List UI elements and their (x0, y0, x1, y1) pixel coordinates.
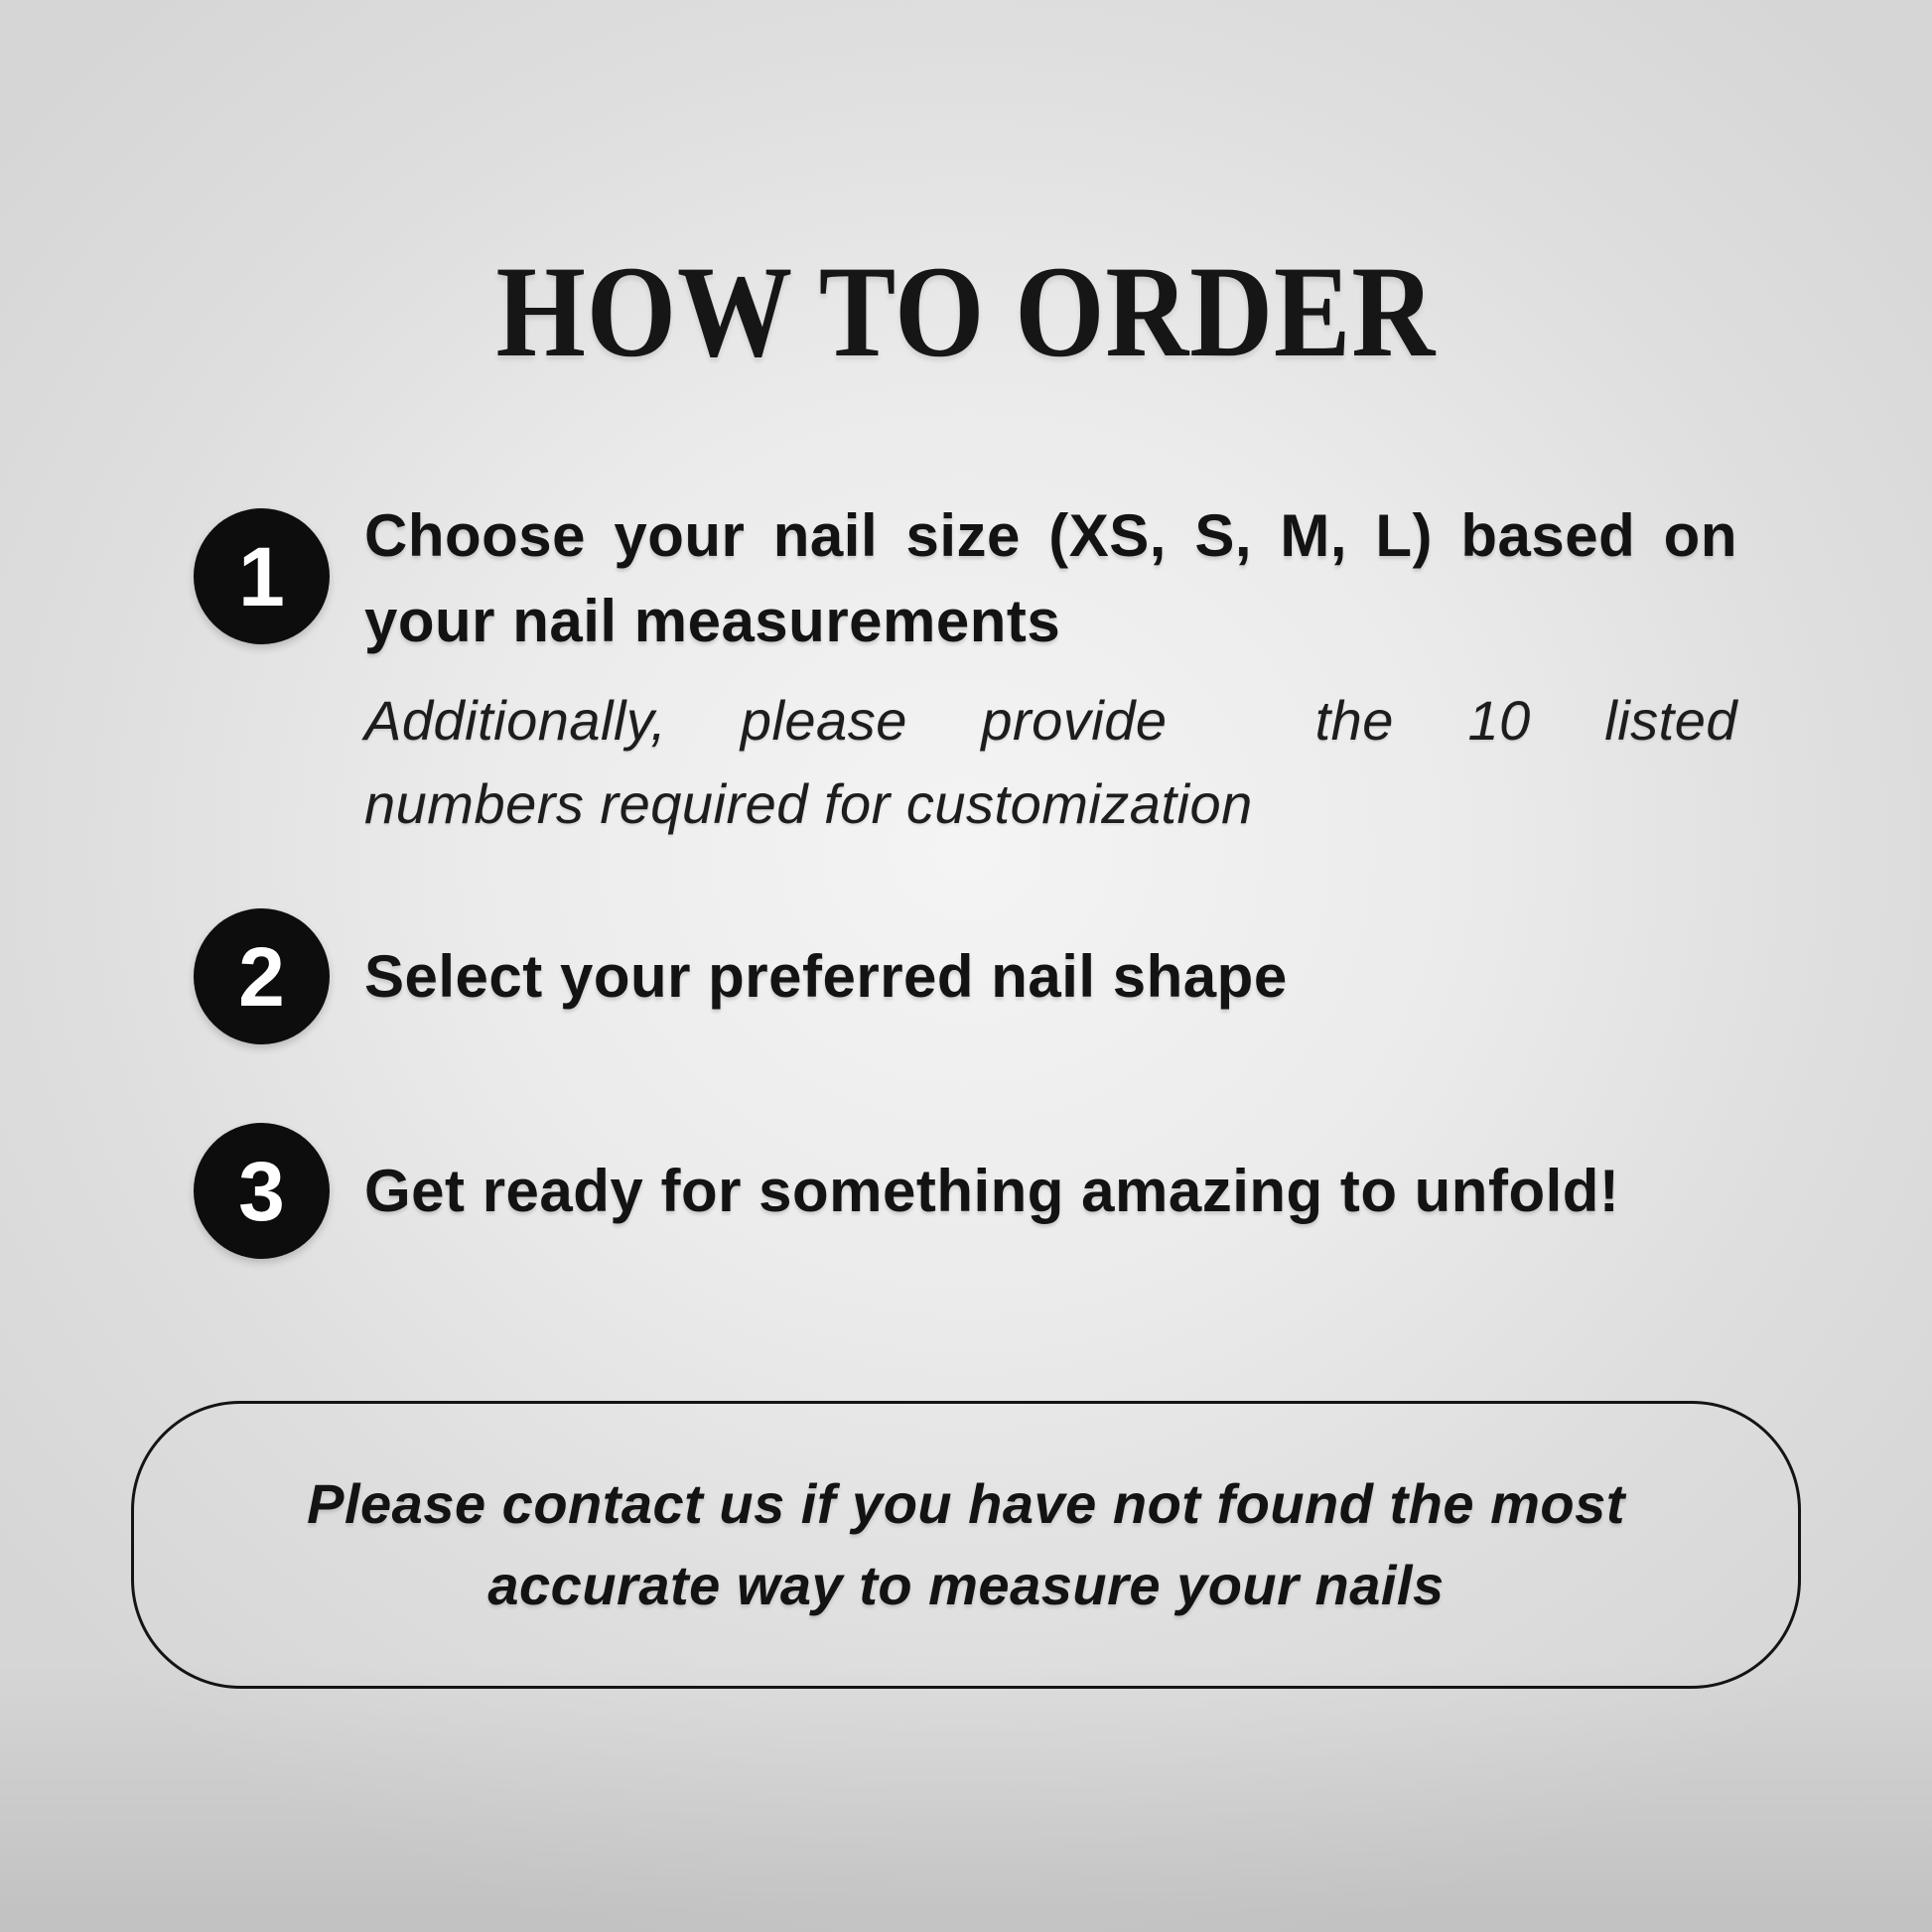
step-1-note-line-1: Additionally, please provide the 10 listed (364, 689, 1737, 752)
step-2-text-line-1: Select your preferred nail shape (364, 943, 1288, 1010)
title-row (0, 238, 1932, 384)
step-1-text (364, 493, 1737, 664)
step-1-note-line-2: numbers required for customization (364, 772, 1253, 835)
step-1-number: 1 (238, 529, 285, 623)
step-3-number-badge (194, 1123, 330, 1259)
step-3-text (364, 1149, 1737, 1234)
contact-note-line-1: Please contact us if you have not found the most (307, 1472, 1625, 1535)
step-2-number: 2 (238, 929, 285, 1024)
contact-note-box (131, 1401, 1801, 1689)
step-2-number-badge (194, 908, 330, 1044)
step-1-text-line-2: your nail measurements (364, 588, 1061, 654)
page-title: HOW TO ORDER (495, 238, 1437, 384)
step-1-number-badge (194, 508, 330, 644)
step-1-text-line-1: Choose your nail size (XS, S, M, L) based on (364, 502, 1737, 569)
step-2-text (364, 934, 1737, 1020)
step-3-text-line-1: Get ready for something amazing to unfold! (364, 1158, 1620, 1224)
step-3-number: 3 (238, 1144, 285, 1238)
step-1-note (364, 679, 1737, 846)
contact-note-line-2: accurate way to measure your nails (487, 1554, 1445, 1616)
